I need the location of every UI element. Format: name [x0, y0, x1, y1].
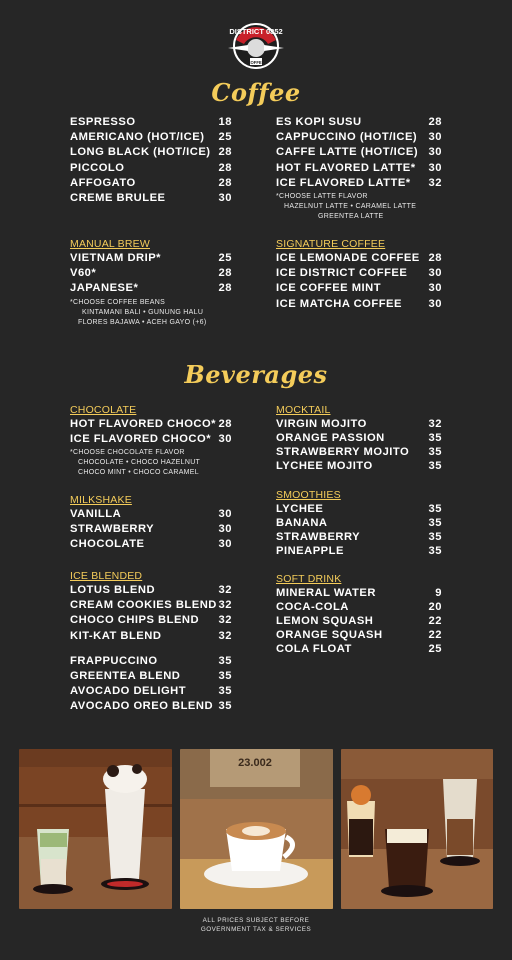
- soft-drink-heading: SOFT DRINK: [276, 573, 342, 585]
- chocolate-section: [70, 403, 232, 478]
- coffee-beans-options-2: FLORES BAJAWA • ACEH GAYO (+6): [78, 318, 207, 326]
- photo-coffee-drinks: [341, 749, 493, 909]
- menu-item: ICE LEMONADE COFFEE 28: [276, 252, 442, 264]
- menu-item: VANILLA 30: [70, 508, 232, 520]
- menu-item: KIT-KAT BLEND 32: [70, 629, 232, 642]
- logo-subtext: COFFEE: [247, 60, 265, 65]
- beverages-section-title: Beverages: [184, 360, 328, 389]
- menu-item: ICE FLAVORED CHOCO* 30: [70, 433, 232, 446]
- coffee-beans-note: *CHOOSE COFFEE BEANS: [70, 298, 166, 306]
- menu-item: LYCHEE MOJITO 35: [276, 460, 442, 472]
- coffee-left-list: [70, 115, 232, 206]
- smoothies-section: [276, 488, 442, 558]
- menu-item: ICE COFFEE MINT 30: [276, 282, 442, 295]
- menu-item: ICE FLAVORED LATTE* 32: [276, 176, 442, 189]
- chocolate-flavor-options-2: CHOCO MINT • CHOCO CARAMEL: [78, 469, 199, 477]
- menu-item: STRAWBERRY MOJITO 35: [276, 446, 442, 458]
- crate-label: 23.002: [238, 757, 272, 769]
- signature-coffee-section: [276, 237, 442, 312]
- menu-item: STRAWBERRY 35: [276, 531, 442, 543]
- menu-item: ICE DISTRICT COFFEE 30: [276, 267, 442, 280]
- menu-item: JAPANESE* 28: [70, 282, 232, 295]
- milkshake-section: [70, 493, 232, 553]
- disclaimer-line-1: ALL PRICES SUBJECT BEFORE: [202, 917, 310, 924]
- menu-item: ICE MATCHA COFFEE 30: [276, 297, 442, 310]
- menu-item: CAPPUCCINO (HOT/ICE) 30: [276, 131, 442, 144]
- menu-item: LEMON SQUASH 22: [276, 615, 442, 627]
- signature-coffee-heading: SIGNATURE COFFEE: [276, 238, 386, 250]
- logo-text: DISTRICT 0852: [229, 27, 283, 36]
- menu-item: LONG BLACK (HOT/ICE) 28: [70, 146, 232, 159]
- brand-logo: [224, 18, 288, 74]
- menu-item: AMERICANO (HOT/ICE) 25: [70, 131, 232, 144]
- chocolate-flavor-note: *CHOOSE CHOCOLATE FLAVOR: [70, 449, 185, 457]
- mocktail-section: [276, 403, 442, 473]
- menu-item: BANANA 35: [276, 517, 442, 529]
- menu-item: STRAWBERRY 30: [70, 523, 232, 536]
- latte-flavor-options-2: GREENTEA LATTE: [318, 213, 384, 221]
- photo-cappuccino: [180, 749, 333, 909]
- soft-drink-section: [276, 572, 442, 656]
- photo-blended-drinks: [19, 749, 172, 909]
- menu-item: CREME BRULEE 30: [70, 192, 232, 205]
- coffee-beans-options: KINTAMANI BALI • GUNUNG HALU: [82, 308, 204, 316]
- menu-item: VIETNAM DRIP* 25: [70, 252, 232, 264]
- ice-blended-section: [70, 569, 232, 715]
- menu-item: LOTUS BLEND 32: [70, 584, 232, 596]
- manual-brew-heading: MANUAL BREW: [70, 238, 150, 250]
- menu-item: GREENTEA BLEND 35: [70, 670, 232, 683]
- menu-item: PINEAPPLE 35: [276, 545, 442, 557]
- menu-item: ORANGE PASSION 35: [276, 432, 442, 444]
- menu-item: VIRGIN MOJITO 32: [276, 418, 442, 430]
- menu-item: FRAPPUCCINO 35: [70, 654, 232, 667]
- menu-item: LYCHEE 35: [276, 503, 442, 515]
- disclaimer-line-2: GOVERNMENT TAX & SERVICES: [200, 925, 312, 933]
- menu-item: ES KOPI SUSU 28: [276, 116, 442, 128]
- milkshake-heading: MILKSHAKE: [70, 494, 132, 506]
- latte-flavor-note: *CHOOSE LATTE FLAVOR: [276, 193, 368, 201]
- menu-item: HOT FLAVORED CHOCO* 28: [70, 418, 232, 430]
- menu-item: CHOCOLATE 30: [70, 538, 232, 551]
- menu-item: AVOCADO DELIGHT 35: [70, 685, 232, 698]
- chocolate-heading: CHOCOLATE: [70, 404, 137, 416]
- menu-item: COCA-COLA 20: [276, 601, 442, 613]
- smoothies-heading: SMOOTHIES: [276, 489, 341, 501]
- manual-brew-section: [70, 237, 232, 328]
- price-disclaimer: [0, 917, 512, 934]
- menu-item: PICCOLO 28: [70, 161, 232, 174]
- menu-item: MINERAL WATER 9: [276, 587, 442, 599]
- coffee-section-title: Coffee: [211, 78, 301, 107]
- menu-item: ORANGE SQUASH 22: [276, 629, 442, 641]
- menu-item: ESPRESSO 18: [70, 116, 232, 128]
- chocolate-flavor-options: CHOCOLATE • CHOCO HAZELNUT: [78, 459, 201, 467]
- menu-item: AVOCADO OREO BLEND 35: [70, 700, 232, 713]
- menu-item: V60* 28: [70, 267, 232, 280]
- menu-item: AFFOGATO 28: [70, 176, 232, 189]
- menu-item: HOT FLAVORED LATTE* 30: [276, 161, 442, 174]
- coffee-right-list: [276, 115, 442, 222]
- latte-flavor-options: HAZELNUT LATTE • CARAMEL LATTE: [284, 203, 417, 211]
- menu-item: CAFFE LATTE (HOT/ICE) 30: [276, 146, 442, 159]
- menu-item: CHOCO CHIPS BLEND 32: [70, 614, 232, 627]
- menu-item: COLA FLOAT 25: [276, 643, 442, 655]
- ice-blended-heading: ICE BLENDED: [70, 570, 143, 582]
- menu-item: CREAM COOKIES BLEND 32: [70, 599, 232, 612]
- mocktail-heading: MOCKTAIL: [276, 404, 331, 416]
